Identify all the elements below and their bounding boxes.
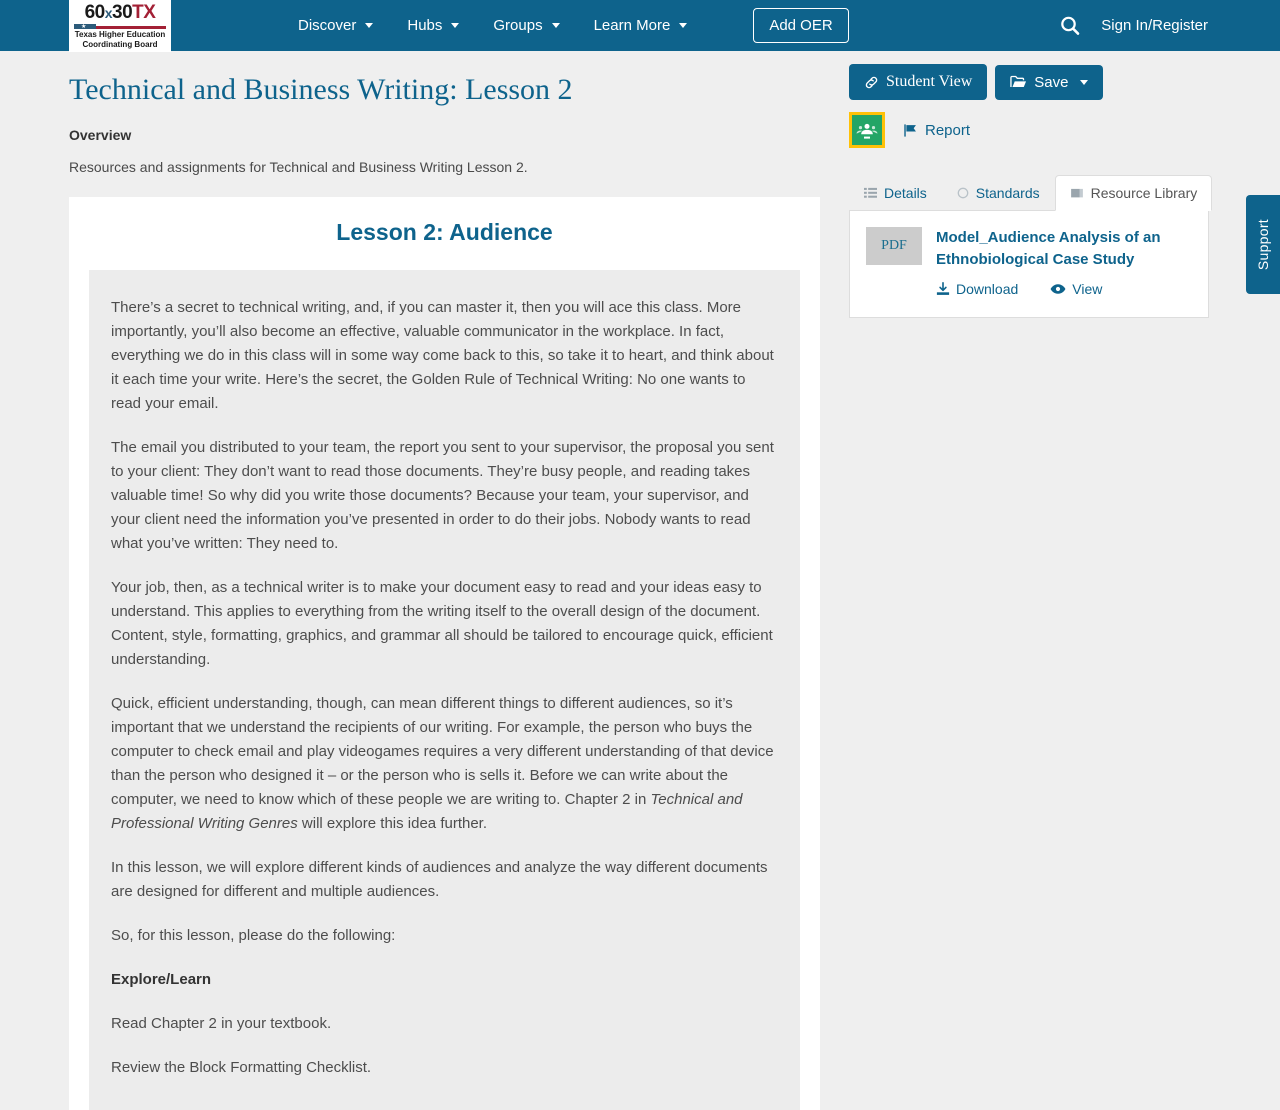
texas-flag-icon xyxy=(74,24,166,29)
chevron-down-icon xyxy=(451,23,459,28)
nav-item-discover[interactable] xyxy=(298,17,373,34)
lesson-paragraph: In this lesson, we will explore different kinds of audiences and analyze the way different documents are designed for different and multiple audiences. xyxy=(111,859,768,900)
lesson-paragraph: So, for this lesson, please do the following: xyxy=(111,927,396,944)
logo-text-30: 30 xyxy=(112,1,133,23)
eye-icon xyxy=(1050,283,1066,295)
nav-item-hubs-label: Hubs xyxy=(407,17,443,34)
sidebar-column xyxy=(849,51,1209,1110)
resource-details xyxy=(936,227,1192,297)
lesson-text-block xyxy=(89,270,800,1110)
citation-after-text: will explore this idea further. xyxy=(297,815,488,832)
top-navigation-bar xyxy=(0,0,1280,51)
lesson-paragraph: There’s a secret to technical writing, and, if you can master it, then you will ace this class. More importantly, you’ll also become an effective, valuable communicator in the workplace. In fact, everything we do in this class will in some way come back to this, so take it to heart, and think about it each time your write. Here’s the secret, the Golden Rule of Technical Writing: No one wants to read your email. xyxy=(111,299,774,412)
lesson-heading: Lesson 2: Audience xyxy=(336,219,553,245)
main-content-column xyxy=(69,51,820,1110)
search-icon[interactable] xyxy=(1059,15,1081,37)
logo-subtitle-line2: Coordinating Board xyxy=(82,39,158,49)
chevron-down-icon xyxy=(679,23,687,28)
nav-item-groups[interactable] xyxy=(493,17,559,34)
page-body xyxy=(0,51,1280,1110)
link-icon xyxy=(864,75,879,90)
list-icon xyxy=(864,187,877,199)
resource-list-item xyxy=(866,227,1192,297)
lesson-paragraph: The email you distributed to your team, the report you sent to your supervisor, the proposal you sent to your client: They don’t want to read those documents. They’re busy people, and reading takes valuable time! So why did you write those documents? Because your team, your supervisor, and your client need the information you’ve presented in order to do their jobs. Nobody wants to read what you’ve written: They need to. xyxy=(111,439,774,552)
tab-standards-label: Standards xyxy=(975,185,1040,201)
chevron-down-icon xyxy=(552,23,560,28)
google-classroom-icon xyxy=(852,115,882,145)
support-tab[interactable] xyxy=(1246,195,1280,294)
citation-before-text: Quick, efficient understanding, though, can mean different things to different audiences, so it’s important that we understand the recipients of our writing. For example, the person who buys the computer to check email and play videogames requires a very different understanding of that device than the person who designed it – or the person who is sells it. Before we can write about the computer, we need to know which of these people we are writing to. Chapter 2 in xyxy=(111,695,774,808)
folder-open-icon xyxy=(1010,75,1027,89)
logo-text-tx: TX xyxy=(132,1,156,23)
sidebar-tab-bar xyxy=(849,175,1209,211)
circle-icon xyxy=(957,187,969,199)
nav-item-groups-label: Groups xyxy=(493,17,543,34)
resource-title-link[interactable]: Model_Audience Analysis of an Ethnobiological Case Study xyxy=(936,229,1161,268)
lesson-content-card xyxy=(69,197,820,1110)
chevron-down-icon xyxy=(1080,80,1088,85)
resource-action-row xyxy=(936,281,1192,297)
pdf-type-badge: PDF xyxy=(866,227,922,265)
primary-action-row xyxy=(849,64,1209,100)
save-label: Save xyxy=(1034,73,1069,91)
logo-text-x: x xyxy=(104,4,112,21)
report-button[interactable] xyxy=(903,122,970,139)
download-icon xyxy=(936,282,950,296)
lesson-paragraph: Review the Block Formatting Checklist. xyxy=(111,1059,372,1076)
secondary-action-row xyxy=(849,112,1209,148)
nav-item-learn-more-label: Learn More xyxy=(593,17,671,34)
site-logo[interactable] xyxy=(69,0,171,52)
download-button[interactable] xyxy=(936,281,1018,297)
nav-item-learn-more[interactable] xyxy=(594,17,688,34)
logo-wordmark xyxy=(85,3,156,23)
student-view-button[interactable] xyxy=(849,64,987,100)
support-tab-label: Support xyxy=(1255,218,1271,271)
report-label: Report xyxy=(925,121,971,139)
view-button[interactable] xyxy=(1050,281,1102,297)
google-classroom-share-button[interactable] xyxy=(849,112,885,148)
secondary-nav xyxy=(1059,0,1280,51)
save-button[interactable] xyxy=(995,65,1102,100)
page-title: Technical and Business Writing: Lesson 2 xyxy=(69,73,573,106)
tab-resource-library[interactable] xyxy=(1055,175,1213,211)
add-oer-button[interactable]: Add OER xyxy=(753,8,848,43)
lesson-paragraph: Read Chapter 2 in your textbook. xyxy=(111,1015,332,1032)
lesson-paragraph: Your job, then, as a technical writer is to make your document easy to read and your ideas easy to understand. This applies to everything from the writing itself to the overall design of the document. Content, style, formatting, graphics, and grammar all should be tailored to encourage quick, efficient understanding. xyxy=(111,579,773,668)
tab-resource-library-label: Resource Library xyxy=(1090,185,1198,201)
resource-library-panel xyxy=(849,210,1209,318)
tab-standards[interactable] xyxy=(942,175,1055,211)
logo-subtitle-line1: Texas Higher Education xyxy=(74,29,166,39)
overview-label: Overview xyxy=(69,127,132,143)
tab-details[interactable] xyxy=(849,175,942,211)
download-label: Download xyxy=(956,281,1019,297)
lesson-paragraph-with-citation xyxy=(111,692,778,836)
view-label: View xyxy=(1072,281,1103,297)
chevron-down-icon xyxy=(365,23,373,28)
primary-nav xyxy=(298,8,849,43)
flag-icon xyxy=(903,123,918,138)
explore-learn-heading: Explore/Learn xyxy=(111,971,212,988)
book-icon xyxy=(1070,187,1084,199)
sign-in-register-link[interactable]: Sign In/Register xyxy=(1101,17,1208,34)
overview-description: Resources and assignments for Technical and Business Writing Lesson 2. xyxy=(69,159,528,175)
nav-item-discover-label: Discover xyxy=(298,17,357,34)
student-view-label: Student View xyxy=(886,73,973,90)
logo-text-60: 60 xyxy=(84,1,105,23)
book-title-italic: Technical and Professional Writing Genres xyxy=(111,791,743,832)
tab-details-label: Details xyxy=(884,185,927,201)
nav-item-hubs[interactable] xyxy=(407,17,459,34)
